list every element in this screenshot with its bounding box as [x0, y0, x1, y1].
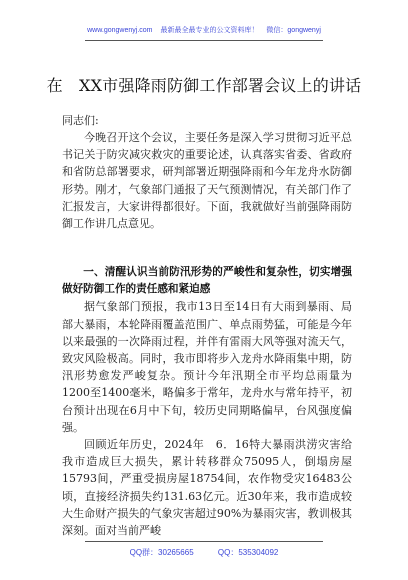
site-url-link[interactable]: www.gongwenyj.com [87, 27, 153, 34]
section-one [62, 264, 352, 539]
section-heading: 一、清醒认识当前防汛形势的严峻性和复杂性，切实增强做好防御工作的责任感和紧迫感 [62, 266, 352, 296]
document-title: 在 XX市强降雨防御工作部署会议上的讲话 [46, 76, 362, 95]
footer-contact [0, 547, 408, 558]
site-slogan: 最新最全最专业的公文资料库！ [160, 27, 259, 34]
greeting-block [62, 112, 352, 129]
intro-paragraph: 今晚召开这个会议，主要任务是深入学习贯彻习近平总书记关于防灾减灾救灾的重要论述，认真落实省委、省政府和省防总部署要求，研判部署近期强降雨和今年龙舟水防御形势。刚才，气象部门通报了天气预测情况，有关部门作了汇报发言，大家讲得都很好。下面，我就做好当前强降雨防御工作讲几点意见。 [62, 131, 352, 231]
wechat-contact: 微信：gongwenyj [266, 27, 321, 34]
qq-group-number: QQ群：30265665 [129, 548, 194, 557]
footer-divider [85, 541, 323, 542]
site-banner [0, 25, 408, 35]
greeting-text: 同志们: [62, 114, 99, 127]
header-divider [85, 40, 323, 41]
body-paragraph-history: 回顾近年历史，2024年 6．16特大暴雨洪涝灾害给我市造成巨大损失，累计转移群众75095人，倒塌房屋15793间，严重受损房屋18754间，农作物受灾16483公顷，直接经济损失约131.63亿元。近30年来，我市造成较大生命财产损失的气象灾害超过90%为暴雨灾害，教训极其深刻。面对当前严峻 [62, 438, 352, 538]
body-paragraph-forecast: 据气象部门预报，我市13日至14日有大雨到暴雨、局部大暴雨，本轮降雨覆盖范围广、单点雨势猛，可能是今年以来最强的一次降雨过程，并伴有雷雨大风等强对流天气，致灾风险极高。同时，我市即将步入龙舟水降雨集中期，防汛形势愈发严峻复杂。预计今年汛期全市平均总雨量为1200至1400毫米，略偏多于常年，龙舟水与常年持平，初台预计出现在6月中下旬，较历史同期略偏早，台风强度偏强。 [62, 300, 352, 434]
intro-block [62, 129, 352, 232]
qq-number: QQ：535304092 [217, 548, 279, 557]
